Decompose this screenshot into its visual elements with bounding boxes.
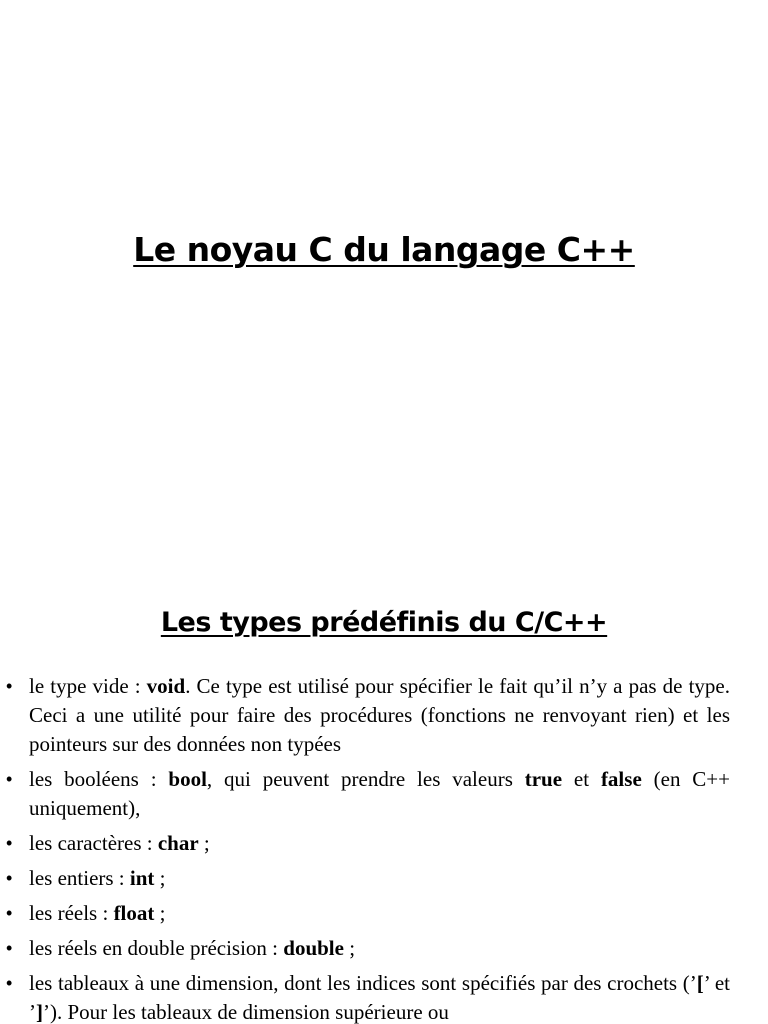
keyword-bool: bool xyxy=(168,767,207,791)
bullet-text: et xyxy=(562,767,601,791)
page-title: Le noyau C du langage C++ xyxy=(133,230,635,269)
keyword-float: float xyxy=(113,901,155,925)
keyword-char: char xyxy=(157,831,199,855)
bullet-item-float xyxy=(0,899,768,928)
bullet-icon: • xyxy=(6,938,13,958)
bullet-item-void xyxy=(0,672,768,759)
slide-predefined-types xyxy=(0,576,768,1024)
bullet-text: ; xyxy=(154,901,166,925)
bullet-text: le type vide : xyxy=(29,674,147,698)
keyword-double: double xyxy=(283,936,344,960)
bullet-icon: • xyxy=(6,769,13,789)
bullet-text: ; xyxy=(154,866,166,890)
bullet-item-double xyxy=(0,934,768,963)
keyword-void: void xyxy=(146,674,186,698)
bullet-text: . Ce type est utilisé pour spécifier le fait qu’il n’y a pas de type. Ceci a une utilité pour faire des procédures (fonctions ne renvoyant rien) et les pointeurs sur des données non typées xyxy=(29,674,730,756)
bullet-text: les entiers : xyxy=(29,866,130,890)
bullet-item-bool xyxy=(0,765,768,823)
bullet-item-int xyxy=(0,864,768,893)
bullet-text: , qui peuvent prendre les valeurs xyxy=(206,767,525,791)
bullet-text: les booléens : xyxy=(29,767,169,791)
bullet-icon: • xyxy=(6,903,13,923)
bullet-icon: • xyxy=(6,868,13,888)
keyword-true: true xyxy=(524,767,563,791)
bullet-text: les tableaux à une dimension, dont les indices sont spécifiés par des crochets (’ xyxy=(29,971,697,995)
bullet-text: les réels : xyxy=(29,901,114,925)
keyword-close-bracket: ] xyxy=(36,1000,43,1024)
keyword-open-bracket: [ xyxy=(696,971,704,995)
bullet-icon: • xyxy=(6,676,13,696)
bullet-text: ; xyxy=(198,831,210,855)
bullet-text: ’ et ’ xyxy=(29,971,730,1024)
keyword-int: int xyxy=(129,866,155,890)
bullet-text: (en C++ uniquement), xyxy=(29,767,730,820)
bullet-icon: • xyxy=(6,833,13,853)
bullet-text: ; xyxy=(343,936,356,960)
bullet-item-arrays xyxy=(0,969,768,1024)
keyword-false: false xyxy=(600,767,642,791)
bullet-text: les réels en double précision : xyxy=(29,936,284,960)
bullet-icon: • xyxy=(6,973,13,993)
bullet-text: ’). Pour les tableaux de dimension supérieure ou xyxy=(43,1000,449,1024)
types-bullet-list xyxy=(0,672,768,1024)
bullet-item-char xyxy=(0,829,768,858)
section-title: Les types prédéfinis du C/C++ xyxy=(160,607,608,638)
bullet-text: les caractères : xyxy=(29,831,158,855)
